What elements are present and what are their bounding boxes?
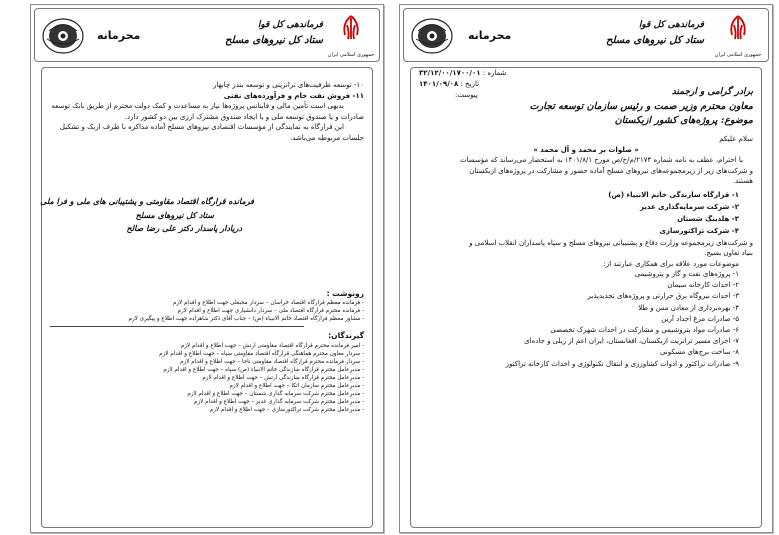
paragraph-line: بدیهی است تأمین مالی و فاینانس پروژه‌ها نیاز به مساعدت و کمک دولت محترم از طریق بانک توسعه [51,102,344,110]
intro-line: با احترام، عطف به نامه شماره ۲۱۷۴/م/خ/ص مورخ ۱۴۰۱/۸/۱ به استحضار می‌رساند که مؤسسات [460,156,743,164]
date-label: تاریخ : [460,80,480,88]
recipient-line: - سردار فرمانده محترم قرارگاه اقتصاد مقاومتی ناجا – جهت اطلاع و اقدام لازم [180,358,364,365]
classification-label: محرمانه [468,29,512,42]
subject: موضوع: پروژه‌های کشور ازبکستان [614,114,753,126]
org-line-2: ستاد کل نیروهای مسلح [224,35,323,46]
cc-list [50,299,364,323]
paragraph-line: صادرات و یا صندوق توسعه ملی و یا ایجاد صندوق مشترک ارزی بین دو کشور دارد. [124,112,364,121]
item-line: ۱۱- فروش نفت خام و فرآورده‌های نفتی [223,91,364,100]
iran-emblem-icon [336,13,366,43]
recipient-line: - مدیرعامل محترم قرارگاه سازندگی ارتش – جهت اطلاع و اقدام لازم [202,375,364,382]
topic-item: ۹- صادرات تراکتور و ادوات کشاورزی و انتقال تکنولوژی و احداث کارخانه تراکتور [505,359,739,368]
number-label: شماره : [482,69,507,77]
topic-item: ۲- احداث کارخانه سیمان [667,281,739,290]
logo-caption: جمهوری اسلامی ایران [714,52,762,58]
signature-line: فرمانده قرارگاه اقتصاد مقاومتی و پشتیبانی های ملی و فرا ملی [40,196,254,206]
right-document-page [399,4,773,533]
topic-item: ۴- بهره‌برداری از معادن مس و طلا [638,303,739,312]
left-document-page [30,4,384,533]
paragraph-line: این قرارگاه به نمایندگی از مؤسسات اقتصادی نیروهای مسلح آماده مذاکره با طرف ازبک و تشکیل [59,123,344,131]
recipient-line: - سردار معاون محترم هماهنگی قرارگاه اقتصاد مقاومتی سپاه – جهت اطلاع و اقدام لازم [159,350,364,357]
recipients-heading: گیرندگان: [328,331,364,341]
armed-forces-emblem-icon [41,15,85,55]
letterhead [403,8,769,62]
topic-item: ۱- پروژه‌های نفت و گاز و پتروشیمی [634,270,739,278]
cc-line: - مشاور معظم قرارگاه اقتصاد خاتم الانبیاء (ص) – جناب آقای دکتر شاهزاده جهت اطلاع و پیگیری لازم [128,316,364,323]
classification-label: محرمانه [97,29,141,42]
org-line-1: فرماندهی کل قوا [638,20,704,30]
company-item: ۴- شرکت تراکتورسازی [659,227,739,236]
iran-logo [714,13,762,58]
recipients-list [50,342,364,415]
org-line-2: ستاد کل نیروهای مسلح [605,35,704,46]
company-list [419,189,739,238]
addressee: معاون محترم وزیر صمت و رئیس سازمان توسعه تجارت [529,100,753,112]
armed-forces-emblem-icon [410,15,454,55]
salutation: برادر گرامی و ارجمند [671,87,753,97]
company-item: ۱- قرارگاه سازندگی خاتم الانبیاء (ص) [608,190,739,199]
topic-item: ۶- صادرات مواد پتروشیمی و مشارکت در احداث شهرک تخصصی [550,325,739,334]
signature-block [40,195,254,236]
company-item: ۲- شرکت سرمایه‌گذاری غدیر [639,202,739,211]
intro-line: و شرکت‌های زیر از زیرمجموعه‌های نیروهای مسلح آماده حضور و مشارکت در پروژه‌های ازبکستان [469,166,753,175]
topics-intro: موضوعات مورد علاقه برای همکاری عبارتند از: [603,259,739,268]
letter-number [419,68,506,79]
topic-item: ۵- صادرات مرغ اجداد آرین [661,314,739,323]
recipient-line: - امیر فرمانده محترم قرارگاه اقتصاد مقاومتی ارتش – جهت اطلاع و اقدام لازم [180,342,364,349]
extra-line: بنیاد تعاون بسیج. [704,249,753,257]
blessing: « صلوات بر محمد و آل محمد » [533,145,639,154]
topic-list [419,269,739,370]
letter-body [41,67,373,528]
iran-emblem-icon [723,13,753,43]
recipient-line: - مدیرعامل محترم شرکت سرمایه گذاری شستان – جهت اطلاع و اقدام لازم [187,391,364,398]
paragraph-line: جلسات مربوطه می‌باشد. [290,133,364,142]
logo-caption: جمهوری اسلامی ایران [327,52,375,58]
cc-heading: رونوشت : [326,288,364,298]
letterhead [34,8,380,62]
intro-line: هستند. [732,177,753,185]
recipient-line: - مدیرعامل محترم قرارگاه سازندگی خاتم الانبیاء (ص) سپاه – جهت اطلاع و اقدام لازم [163,366,364,373]
cc-line: - فرمانده محترم قرارگاه اقتصاد ملی – سردار دانشیاری جهت اطلاع و اقدام لازم [177,308,364,315]
date-value: ۱۴۰۱/۰۹/۰۸ [419,80,459,88]
recipient-line: - مدیرعامل محترم شرکت تراکتورسازی – جهت اطلاع و اقدام لازم [209,407,364,414]
number-value: ۳۲/۱۲/۰۰/۱۷۰۰/۰۱ [419,69,481,77]
letter-body [410,67,762,528]
item-line: ۱۰- توسعه ظرفیت‌های ترانزیتی و توسعه بندر چابهار [213,81,364,89]
signature-line: دریادار پاسدار دکتر علی رضا صالح [126,223,242,234]
recipient-line: - مدیرعامل محترم شرکت سرمایه گذاری غدیر – جهت اطلاع و اقدام لازم [194,399,364,406]
extra-line: و شرکت‌های زیرمجموعه وزارت دفاع و پشتیبانی نیروهای مسلح و سپاه پاسداران انقلاب اسلامی و [469,238,753,247]
divider [50,326,304,327]
iran-logo [327,13,375,58]
org-line-1: فرماندهی کل قوا [257,20,323,30]
company-item: ۳- هلدینگ شستان [677,215,739,223]
topic-item: ۸- ساخت برج‌های مسکونی [659,348,739,357]
recipient-line: - مدیرعامل محترم سازمان اتکا – جهت اطلاع و اقدام لازم [229,383,364,390]
letter-date [419,79,479,90]
topic-item: ۳- احداث نیروگاه برق حرارتی و پروژه‌های تجدیدپذیر [587,292,739,301]
greeting: سلام علیکم [719,135,753,143]
cc-line: - فرمانده معظم قرارگاه اقتصاد خراسان – سردار محبعلی جهت اطلاع و اقدام لازم [172,300,364,307]
attachment-label: پیوست: [455,91,478,99]
topic-item: ۷- اجرای مسیر ترانزیت ازبکستان، افغانستان، ایران اعم از ریلی و جاده‌ای [524,337,739,346]
signature-line: ستاد کل نیروهای مسلح [135,209,214,220]
